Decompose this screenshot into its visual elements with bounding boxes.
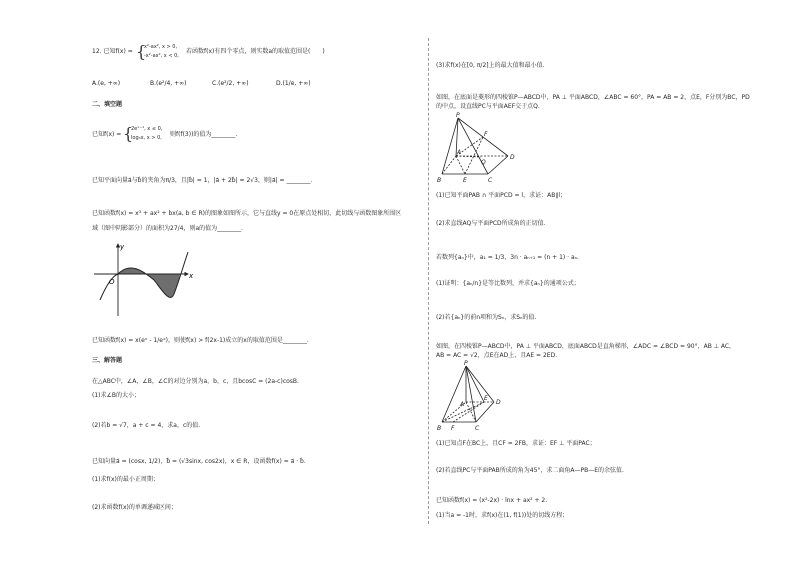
prob19-part2: (2)求直线AQ与平面PCD所成角的正切值. <box>436 220 546 227</box>
label-b: B <box>437 177 442 184</box>
edge-cd <box>476 402 494 422</box>
prob18-part1: (1)求f(x)的最小正周期； <box>92 476 159 483</box>
prob17-part1: (1)求∠B的大小； <box>92 392 140 399</box>
prob18-part2: (2)求函数f(x)的单调递减区间； <box>92 504 177 511</box>
label-c: C <box>475 425 480 432</box>
edge-pb <box>442 366 466 422</box>
q12-option-c: C.(e²/2, +∞) <box>212 80 249 87</box>
prob20-stem: 若数列{aₙ}中，a₁ = 1/3，3n · aₙ₊₁ = (n + 1) · aₙ. <box>436 254 579 261</box>
fill1-case-2: log₃x, x > 0, <box>131 135 162 141</box>
prob20-part1: (1)证明：{aₙ/n}是等比数列，并求{aₙ}的通项公式； <box>436 280 580 287</box>
label-c: C <box>488 177 493 184</box>
prob20-part2: (2)若{aₙ}的前n项和为Sₙ，求Sₙ的值. <box>436 314 537 321</box>
edge-pc <box>466 366 476 422</box>
cubic-function-graph <box>92 240 204 320</box>
fill1-case-1: 2eˣ⁻¹, x ≤ 0, <box>131 126 163 132</box>
label-e: E <box>484 395 488 402</box>
fill4-stem: 已知函数f(x) = x(eˣ - 1/eˣ)，则使f(x) > f(2x-1)成立的x的取值范围是________. <box>92 337 309 344</box>
fill1-stem-start: 已知f(x) = <box>92 131 122 138</box>
y-axis-label: y <box>120 243 125 251</box>
label-b: B <box>437 425 442 432</box>
q12-case-2: -x²-ax², x < 0, <box>144 53 179 59</box>
pyramid-figure-1 <box>436 112 526 186</box>
label-f: F <box>451 425 455 432</box>
label-d: D <box>496 399 501 406</box>
prob19-stem-line2: 的中点，设直线PC与平面AEF交于点Q. <box>436 103 540 110</box>
label-a: A <box>457 149 462 156</box>
edge-pb <box>442 118 458 174</box>
label-q: Q <box>481 159 486 166</box>
q12-option-d: D.(1/e, +∞) <box>276 80 311 87</box>
fill2-stem: 已知平面向量a⃗与b⃗的夹角为π/3，且|b⃗| = 1，|a⃗ + 2b⃗| = 2√3，则|a⃗| = ________. <box>92 177 313 184</box>
segment-pe <box>466 366 484 402</box>
label-f: F <box>484 131 488 138</box>
q12-case-1: x²-ax², x > 0, <box>144 44 178 50</box>
q12-option-a: A.(e, +∞) <box>92 80 121 87</box>
edge-ab <box>442 156 456 174</box>
label-d: D <box>510 154 515 161</box>
segment-fe <box>453 402 484 422</box>
fill3-stem-line2: 域（图中阴影部分）的面积为27/4，则a的值为________. <box>92 225 244 232</box>
origin-label: O <box>109 278 115 286</box>
shaded-region <box>118 268 180 297</box>
prob21-stem-line2: AB = AC = √2，点E在AD上，且AE = 2ED. <box>436 352 558 359</box>
edge-cd <box>488 156 508 174</box>
segment-ae <box>456 156 465 174</box>
section-fill-heading: 二、填空题 <box>92 101 123 108</box>
label-p: P <box>464 360 468 367</box>
prob17-part2: (2)若b = √7，a + c = 4，求a，c的值. <box>92 422 201 429</box>
q12-option-b: B.(e²/4, +∞) <box>150 80 187 87</box>
prob21-part2: (2)若直线PC与平面PAB所成的角为45°，求二面角A—PB—E的余弦值. <box>436 467 624 474</box>
x-axis-label: x <box>189 272 194 280</box>
fill1-stem-end: 则f(f(3))的值为________. <box>170 131 238 138</box>
prob21-stem-line1: 如图，在四棱锥P—ABCD中，PA ⊥ 平面ABCD，底面ABCD是直角梯形，∠ADC = ∠BCD = 90°，AB ⊥ AC， <box>436 343 736 350</box>
q12-stem-start: 12. 已知f(x) = <box>92 48 133 55</box>
prob17-stem: 在△ABC中，∠A，∠B，∠C的对边分别为a，b，c，且bcosC = (2a-c)cosB. <box>92 378 299 385</box>
prob19-part1: (1)已知平面PAB ∩ 平面PCD = l，求证：AB∥l； <box>436 192 566 199</box>
q12-brace: { <box>136 42 147 61</box>
column-divider <box>428 38 429 524</box>
fill1-brace: { <box>123 124 134 143</box>
fill3-stem-line1: 已知函数f(x) = x³ + ax² + bx(a, b ∈ R)的图象如图所示，它与直线y = 0在原点处相切，此切线与函数图象所围区 <box>92 210 402 217</box>
label-e: E <box>463 177 467 184</box>
edge-pd <box>466 366 494 402</box>
section-answer-heading: 三、解答题 <box>92 357 123 364</box>
prob22-part1: (1)当a = -1时，求f(x)在(1, f(1))处的切线方程； <box>436 512 569 519</box>
prob18-part3: (3)求f(x)在[0, π/2]上的最大值和最小值. <box>436 62 545 69</box>
pyramid-figure-2 <box>436 360 506 432</box>
segment-ef <box>465 137 483 174</box>
label-p: P <box>456 112 460 119</box>
label-a: A <box>460 401 465 408</box>
q12-stem-end: 若函数f(x)有四个零点，则实数a的取值范围是( ) <box>186 48 325 55</box>
prob21-part1: (1)已知点F在BC上，且CF = 2FB，求证：EF ⊥ 平面PAC； <box>436 440 596 447</box>
prob19-stem-line1: 如图，在底面是菱形的四棱锥P—ABCD中，PA ⊥ 平面ABCD，∠ABC = 60°，PA = AB = 2，点E，F分别为BC，PD <box>436 94 750 101</box>
prob22-stem: 已知函数f(x) = (x²-2x) · lnx + ax² + 2. <box>436 497 548 504</box>
prob18-stem: 已知向量a⃗ = (cosx, 1/2)，b⃗ = (√3sinx, cos2x)，x ∈ R，设函数f(x) = a⃗ · b⃗. <box>92 458 306 465</box>
